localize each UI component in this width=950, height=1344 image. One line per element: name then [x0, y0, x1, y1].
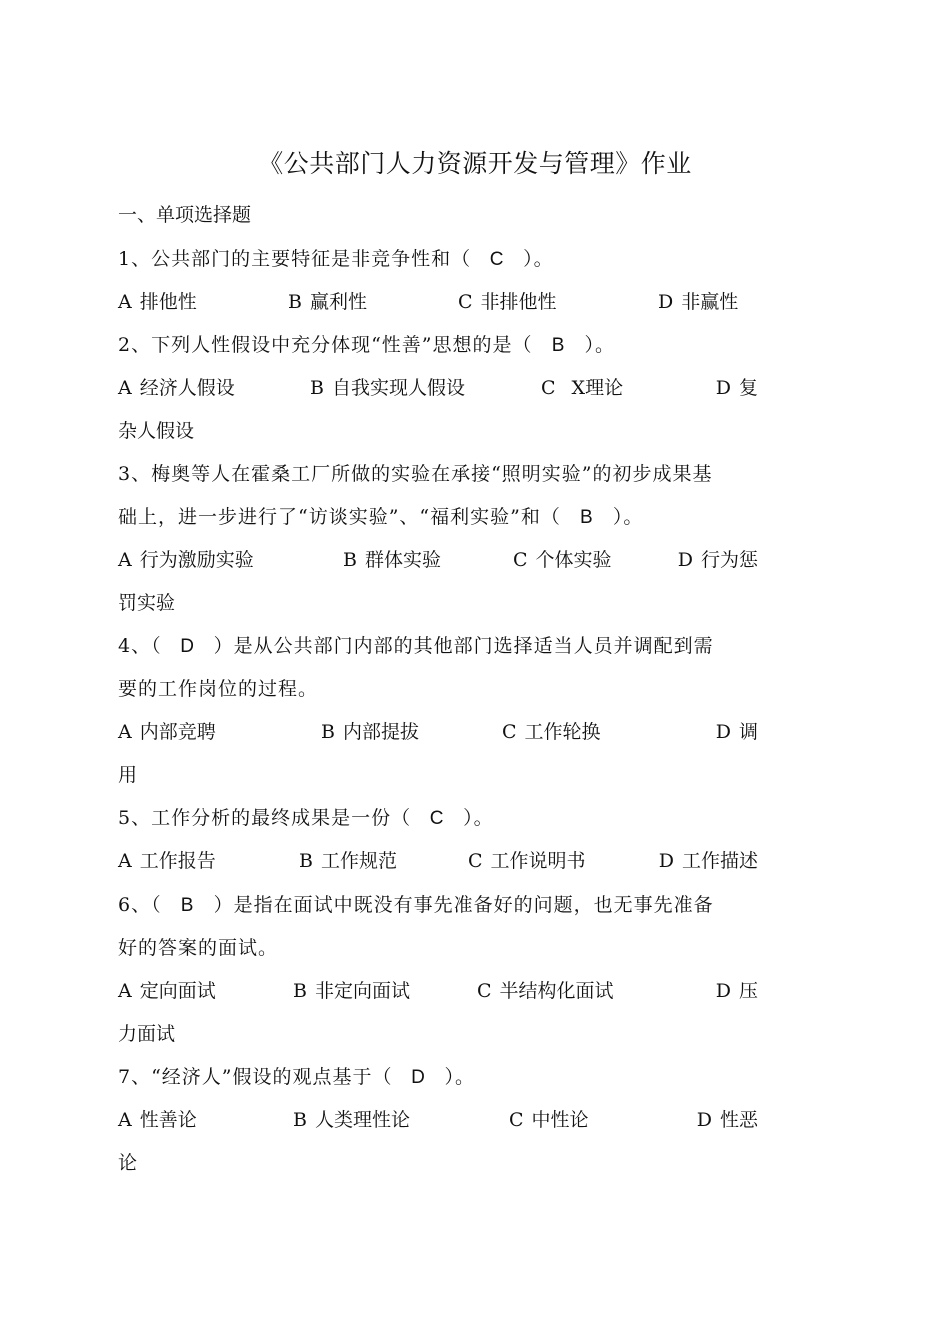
- question-text: 5、工作分析的最终成果是一份（: [118, 807, 412, 829]
- option-b: B 工作规范: [299, 850, 397, 872]
- option-c: C 工作说明书: [468, 850, 586, 872]
- answer: D: [411, 1067, 426, 1088]
- question-text: 4、（: [118, 635, 162, 657]
- answer: B: [551, 335, 566, 356]
- option-d: D 非赢性: [658, 291, 739, 313]
- options-3: [118, 539, 758, 582]
- question-3: 3、梅奥等人在霍桑工厂所做的实验在承接“照明实验”的初步成果基: [118, 463, 713, 485]
- option-a: A 工作报告: [118, 850, 216, 872]
- answer: B: [580, 507, 594, 528]
- options-7: [118, 1099, 758, 1142]
- option-b: B 人类理性论: [293, 1109, 410, 1131]
- question-6-continued: 好的答案的面试。: [118, 937, 279, 959]
- option-d: D 性恶: [696, 1109, 758, 1131]
- question-text: ）。: [523, 248, 554, 270]
- option-b: B 非定向面试: [293, 980, 410, 1002]
- options-2: [118, 367, 758, 410]
- options-4: [118, 711, 758, 754]
- question-4: [118, 625, 758, 668]
- question-2: [118, 324, 758, 367]
- option-wrap: 力面试: [118, 1023, 176, 1045]
- option-b: B 自我实现人假设: [310, 377, 465, 399]
- option-c: C 半结构化面试: [477, 980, 614, 1002]
- option-c: C 非排他性: [458, 291, 557, 313]
- question-text: 础上，进一步进行了“访谈实验”、“福利实验”和（: [118, 506, 561, 528]
- options-6: [118, 970, 758, 1013]
- option-a: A 定向面试: [118, 980, 216, 1002]
- question-text: 7、“经济人”假设的观点基于（: [118, 1066, 393, 1088]
- option-d: D 工作描述: [658, 850, 758, 872]
- option-b: B 赢利性: [288, 291, 367, 313]
- options-5: [118, 840, 758, 883]
- option-b: B 群体实验: [343, 549, 441, 571]
- question-text: 2、下列人性假设中充分体现“性善”思想的是（: [118, 334, 533, 356]
- section-heading: 一、单项选择题: [118, 204, 252, 226]
- option-c: C 个体实验: [513, 549, 612, 571]
- option-d: D 压: [715, 980, 758, 1002]
- answer: D: [180, 636, 195, 657]
- option-a: A 经济人假设: [118, 377, 235, 399]
- option-a: A 行为激励实验: [118, 549, 254, 571]
- option-a: A 排他性: [118, 291, 197, 313]
- question-text: ）是指在面试中既没有事先准备好的问题，也无事先准备: [213, 894, 714, 916]
- answer: C: [489, 249, 505, 270]
- question-6: [118, 884, 758, 927]
- question-text: ）。: [444, 1066, 476, 1088]
- option-d: D 复: [715, 377, 758, 399]
- options-1: [118, 281, 758, 324]
- question-text: ）。: [612, 506, 644, 528]
- document-title: 《公共部门人力资源开发与管理》作业: [258, 149, 692, 178]
- question-3-continued: [118, 496, 758, 539]
- question-1: [118, 238, 758, 281]
- question-text: ）是从公共部门内部的其他部门选择适当人员并调配到需: [213, 635, 714, 657]
- option-b: B 内部提拔: [321, 721, 419, 743]
- option-d: D 行为惩: [677, 549, 758, 571]
- question-text: 6、（: [118, 894, 162, 916]
- option-wrap: 杂人假设: [118, 420, 195, 442]
- answer: B: [180, 895, 195, 916]
- question-text: 1、公共部门的主要特征是非竞争性和（: [118, 248, 472, 270]
- option-wrap: 论: [118, 1152, 138, 1174]
- question-text: ）。: [463, 807, 494, 829]
- option-c: C 工作轮换: [502, 721, 601, 743]
- option-wrap: 用: [118, 764, 138, 786]
- question-5: [118, 797, 758, 840]
- option-d: D 调: [715, 721, 758, 743]
- option-a: A 内部竞聘: [118, 721, 216, 743]
- option-c: C X理论: [541, 377, 624, 399]
- option-a: A 性善论: [118, 1109, 197, 1131]
- question-4-continued: 要的工作岗位的过程。: [118, 678, 319, 700]
- question-7: [118, 1056, 758, 1099]
- option-wrap: 罚实验: [118, 592, 176, 614]
- option-c: C 中性论: [509, 1109, 589, 1131]
- question-text: ）。: [584, 334, 616, 356]
- answer: C: [429, 808, 445, 829]
